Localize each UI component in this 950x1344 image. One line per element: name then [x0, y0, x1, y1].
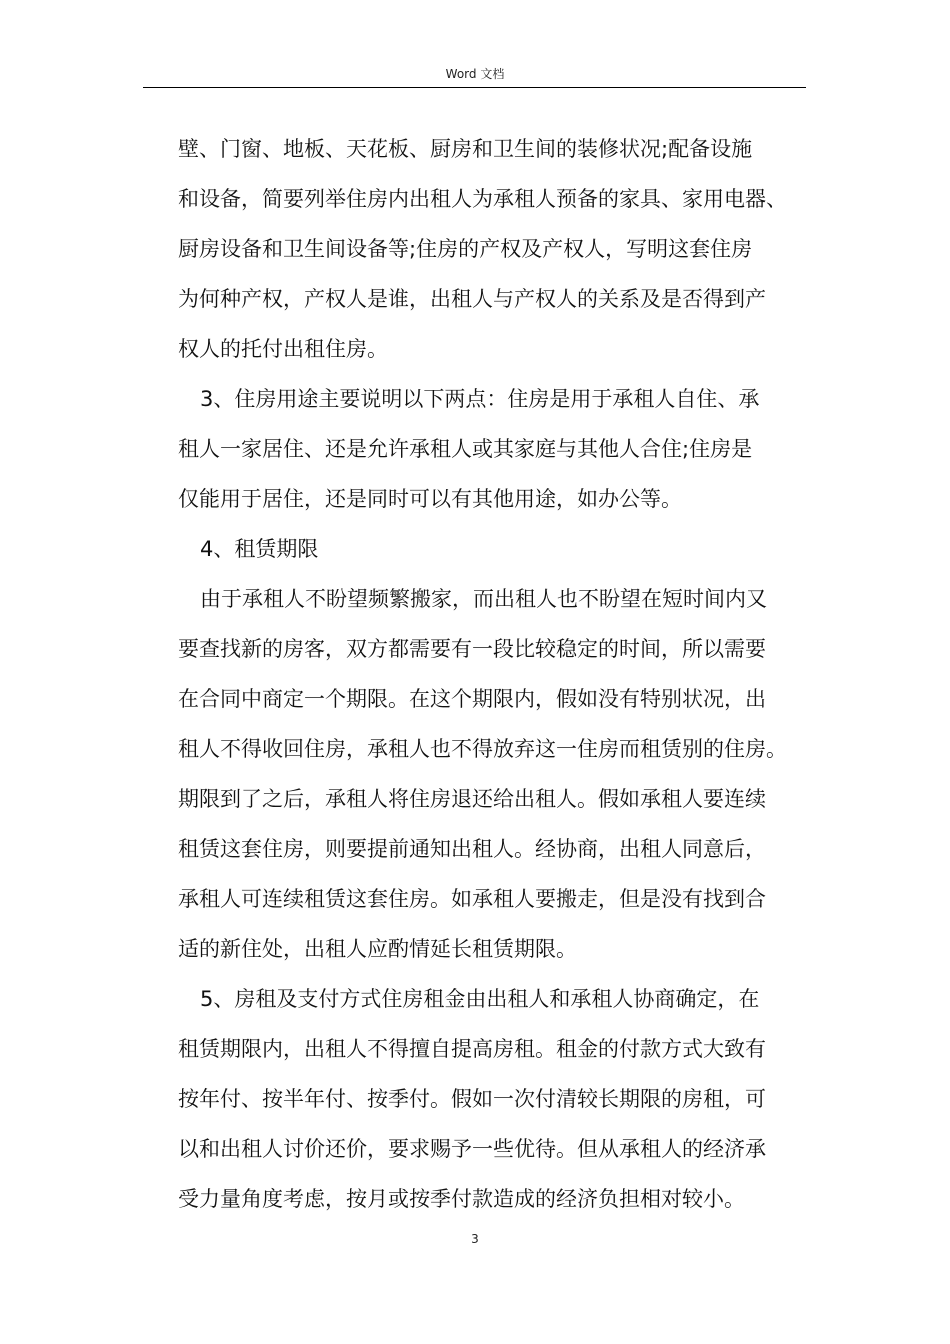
text-line: 要查找新的房客，双方都需要有一段比较稳定的时间，所以需要	[178, 637, 766, 661]
text-line: 在合同中商定一个期限。在这个期限内，假如没有特别状况，出	[178, 687, 766, 711]
text-line: 壁、门窗、地板、天花板、厨房和卫生间的装修状况;配备设施	[178, 137, 753, 161]
text-line: 承租人可连续租赁这套住房。如承租人要搬走，但是没有找到合	[178, 887, 766, 911]
text-line: 受力量角度考虑，按月或按季付款造成的经济负担相对较小。	[178, 1187, 745, 1211]
text-line: 租赁期限内，出租人不得擅自提高房租。租金的付款方式大致有	[178, 1037, 766, 1061]
text-line: 权人的托付出租住房。	[178, 337, 388, 361]
section-heading-3: 3、住房用途主要说明以下两点：住房是用于承租人自住、承	[200, 387, 760, 411]
text-line: 期限到了之后，承租人将住房退还给出租人。假如承租人要连续	[178, 787, 766, 811]
text-line: 仅能用于居住，还是同时可以有其他用途，如办公等。	[178, 487, 682, 511]
page-header: Word 文档	[445, 67, 505, 81]
text-line: 租人一家居住、还是允许承租人或其家庭与其他人合住;住房是	[178, 437, 753, 461]
text-line: 厨房设备和卫生间设备等;住房的产权及产权人，写明这套住房	[178, 237, 753, 261]
text-line: 按年付、按半年付、按季付。假如一次付清较长期限的房租，可	[178, 1087, 766, 1111]
paragraph-start: 由于承租人不盼望频繁搬家，而出租人也不盼望在短时间内又	[200, 587, 767, 611]
text-line: 租人不得收回住房，承租人也不得放弃这一住房而租赁别的住房。	[178, 737, 787, 761]
section-heading-5: 5、房租及支付方式住房租金由出租人和承租人协商确定，在	[200, 987, 760, 1011]
text-line: 租赁这套住房，则要提前通知出租人。经协商，出租人同意后，	[178, 837, 766, 861]
section-heading-4: 4、租赁期限	[200, 537, 319, 561]
header-rule	[143, 87, 806, 88]
text-line: 和设备，简要列举住房内出租人为承租人预备的家具、家用电器、	[178, 187, 787, 211]
text-line: 适的新住处，出租人应酌情延长租赁期限。	[178, 937, 577, 961]
page-number: 3	[471, 1232, 479, 1246]
text-line: 为何种产权，产权人是谁，出租人与产权人的关系及是否得到产	[178, 287, 766, 311]
document-body	[178, 131, 828, 1231]
text-line: 以和出租人讨价还价，要求赐予一些优待。但从承租人的经济承	[178, 1137, 766, 1161]
